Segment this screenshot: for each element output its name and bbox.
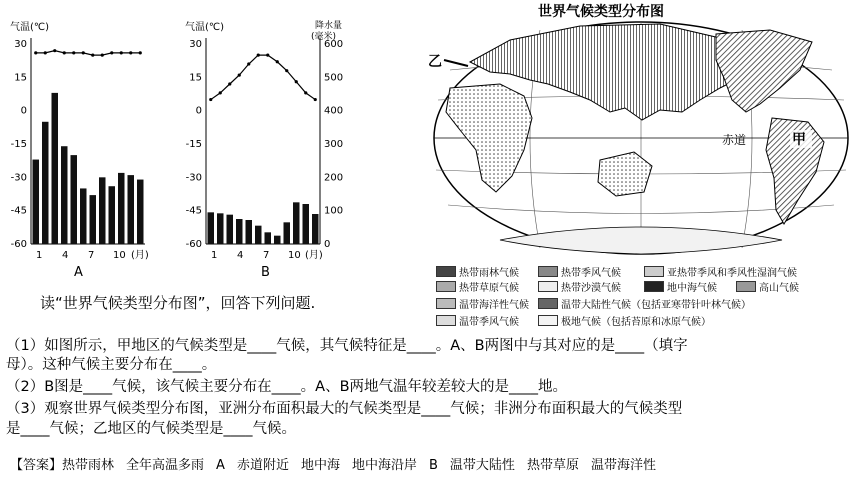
chart-b-ytick-left-label: -45 xyxy=(185,205,202,217)
climate-chart-a xyxy=(0,18,160,286)
answer-item: 地中海 xyxy=(300,458,340,473)
chart-b-precip-bar xyxy=(265,232,272,244)
legend-swatch xyxy=(436,281,456,292)
chart-b-temp-point xyxy=(285,69,288,72)
chart-a-precip-bar xyxy=(52,93,59,244)
answer-line xyxy=(10,454,668,473)
climate-chart-b xyxy=(175,18,355,286)
chart-a-precip-bar xyxy=(33,160,40,244)
chart-a-ytick-label: -60 xyxy=(10,239,27,250)
chart-b-precip-bar xyxy=(293,202,300,244)
chart-b-precip-bar xyxy=(246,220,253,244)
chart-b-temperature-line xyxy=(211,55,316,99)
chart-b-ytick-left-label: 30 xyxy=(189,39,202,50)
legend-swatch xyxy=(436,315,456,326)
chart-a-precip-bar xyxy=(128,175,135,244)
chart-b-temp-point xyxy=(304,91,307,94)
answer-item: 温带海洋性 xyxy=(590,458,656,473)
intro-text: 读“世界气候类型分布图”，回答下列问题. xyxy=(40,294,316,312)
chart-a-temp-point xyxy=(120,51,123,54)
answer-item: 赤道附近 xyxy=(236,458,289,473)
chart-b-ytick-right-label: 400 xyxy=(324,105,344,117)
legend-swatch xyxy=(538,315,558,326)
legend-item xyxy=(736,279,799,294)
legend-item xyxy=(436,296,529,311)
chart-a-temp-point xyxy=(110,51,113,54)
legend-label: 温带海洋性气候 xyxy=(459,300,529,311)
legend-swatch xyxy=(436,298,456,309)
chart-a-xtick-7: 7 xyxy=(88,250,95,261)
chart-b-ytick-right-label: 100 xyxy=(324,205,344,217)
chart-a-caption: A xyxy=(74,265,83,280)
chart-b-precip-bar xyxy=(217,213,224,244)
legend-item xyxy=(538,279,621,294)
chart-a-temp-point xyxy=(63,51,66,54)
legend-label: 极地气候（包括苔原和冰原气候） xyxy=(561,317,711,328)
chart-a-temp-point xyxy=(129,51,132,54)
chart-b-ytick-right-label: 200 xyxy=(324,172,344,184)
answer-item: 热带雨林 xyxy=(62,458,115,473)
answer-item: A xyxy=(216,458,225,473)
legend-swatch xyxy=(644,281,664,292)
legend-label: 热带季风气候 xyxy=(561,268,621,279)
chart-b-ytick-left-label: 0 xyxy=(195,105,202,117)
chart-a-ytick-label: -45 xyxy=(10,205,27,217)
answer-item: B xyxy=(429,458,438,473)
legend-label: 热带沙漠气候 xyxy=(561,283,621,294)
chart-a-ytick-label: 30 xyxy=(14,39,27,50)
chart-a-ylabel: 气温(℃) xyxy=(10,22,50,33)
legend-swatch xyxy=(436,266,456,277)
chart-b-xtick-4: 4 xyxy=(237,250,244,261)
chart-a-precip-bar xyxy=(90,195,97,244)
question-3-line-1: （3）观察世界气候类型分布图，亚洲分布面积最大的气候类型是____气候；非洲分布面积最大的气候类型 xyxy=(6,401,683,417)
world-climate-map xyxy=(420,0,856,262)
chart-b-ytick-left-label: -60 xyxy=(185,239,202,250)
chart-a-precip-bar xyxy=(71,155,78,244)
chart-a-xtick-month: (月) xyxy=(131,250,149,261)
legend-item xyxy=(644,264,797,279)
chart-b-temp-point xyxy=(276,60,279,63)
chart-a-temp-point xyxy=(72,51,75,54)
chart-b-ylabel-right-2: (毫米) xyxy=(311,32,337,42)
answer-item: 地中海沿岸 xyxy=(351,458,417,473)
chart-b-temp-point xyxy=(238,74,241,77)
chart-b-temp-point xyxy=(266,54,269,57)
chart-b-ytick-right-label: 300 xyxy=(324,139,344,150)
legend-item xyxy=(538,313,711,328)
chart-a-precip-bar xyxy=(99,177,106,244)
chart-a-temp-point xyxy=(91,54,94,57)
chart-b-ytick-right-label: 500 xyxy=(324,72,344,84)
legend-item xyxy=(644,279,717,294)
answer-item: 热带草原 xyxy=(526,458,579,473)
legend-swatch xyxy=(736,281,756,292)
chart-b-precip-bar xyxy=(303,204,310,244)
chart-b-ytick-left-label: -15 xyxy=(185,139,202,150)
legend-item xyxy=(436,279,519,294)
legend-swatch xyxy=(538,281,558,292)
chart-a-precip-bar xyxy=(118,173,125,244)
legend-item xyxy=(538,296,751,311)
chart-b-temp-point xyxy=(257,54,260,57)
map-label-yi: 乙 xyxy=(428,54,442,70)
chart-b-temp-point xyxy=(295,80,298,83)
answer-prefix: 【答案】 xyxy=(10,458,63,473)
chart-a-temp-point xyxy=(44,51,47,54)
legend-swatch xyxy=(538,298,558,309)
map-equator-label: 赤道 xyxy=(722,133,747,147)
chart-a-ytick-label: 15 xyxy=(14,72,27,84)
chart-a-xtick-1: 1 xyxy=(36,250,43,261)
chart-b-temp-point xyxy=(314,98,317,101)
chart-b-precip-bar xyxy=(274,236,281,244)
chart-b-temp-point xyxy=(219,91,222,94)
chart-b-ytick-left-label: 15 xyxy=(189,72,202,84)
chart-b-xtick-1: 1 xyxy=(211,250,218,261)
chart-b-precip-bar xyxy=(208,212,215,244)
question-2: （2）B图是____气候，该气候主要分布在____。A、B两地气温年较差较大的是____地。 xyxy=(6,379,568,395)
legend-swatch xyxy=(538,266,558,277)
chart-a-temperature-line xyxy=(36,51,141,55)
chart-a-ytick-label: -15 xyxy=(10,139,27,150)
question-1-line-1: （1）如图所示，甲地区的气候类型是____气候，其气候特征是____。A、B两图中与其对应的是____（填字 xyxy=(6,338,688,354)
map-legend xyxy=(436,264,856,334)
legend-label: 地中海气候 xyxy=(667,283,717,294)
legend-item xyxy=(436,264,519,279)
chart-a-ytick-label: -30 xyxy=(10,172,27,184)
map-arrow-yi xyxy=(444,60,468,66)
chart-a-xtick-10: 10 xyxy=(113,250,126,261)
chart-a-temp-point xyxy=(53,49,56,52)
chart-b-xtick-10: 10 xyxy=(288,250,301,261)
chart-a-ytick-label: 0 xyxy=(20,105,27,117)
chart-a-precip-bar xyxy=(109,186,116,244)
question-3-line-2: 是____气候；乙地区的气候类型是____气候。 xyxy=(6,421,296,437)
question-1-line-2: 母）。这种气候主要分布在____。 xyxy=(6,357,217,373)
legend-item xyxy=(436,313,519,328)
map-label-jia: 甲 xyxy=(792,132,806,148)
chart-b-precip-bar xyxy=(284,222,291,244)
map-title: 世界气候类型分布图 xyxy=(538,4,664,20)
chart-a-precip-bar xyxy=(137,180,144,244)
chart-b-precip-bar xyxy=(227,215,234,244)
answer-item: 温带大陆性 xyxy=(449,458,515,473)
chart-b-xtick-7: 7 xyxy=(263,250,270,261)
legend-label: 温带季风气候 xyxy=(459,317,519,328)
chart-b-xtick-month: (月) xyxy=(305,250,323,261)
chart-a-precip-bar xyxy=(61,146,68,244)
chart-b-precip-bar xyxy=(236,219,243,244)
chart-b-temp-point xyxy=(247,62,250,65)
legend-label: 温带大陆性气候（包括亚寒带针叶林气候） xyxy=(561,300,751,311)
chart-a-xtick-4: 4 xyxy=(62,250,69,261)
chart-b-ytick-left-label: -30 xyxy=(185,172,202,184)
legend-label: 热带雨林气候 xyxy=(459,268,519,279)
legend-label: 热带草原气候 xyxy=(459,283,519,294)
chart-b-ylabel-left: 气温(℃) xyxy=(185,22,225,33)
chart-a-temp-point xyxy=(139,51,142,54)
answer-item: 全年高温多雨 xyxy=(126,458,205,473)
chart-b-ytick-right-label: 0 xyxy=(324,239,331,250)
chart-a-temp-point xyxy=(82,51,85,54)
chart-a-temp-point xyxy=(101,54,104,57)
chart-a-precip-bar xyxy=(80,188,87,244)
chart-b-temp-point xyxy=(209,98,212,101)
legend-label: 高山气候 xyxy=(759,283,799,294)
legend-swatch xyxy=(644,266,664,277)
legend-item xyxy=(538,264,621,279)
legend-label: 亚热带季风和季风性湿润气候 xyxy=(667,268,797,279)
chart-b-ylabel-right-1: 降水量 xyxy=(315,21,343,31)
chart-b-precip-bar xyxy=(312,214,319,244)
chart-a-precip-bar xyxy=(42,122,49,244)
chart-b-temp-point xyxy=(228,82,231,85)
chart-a-temp-point xyxy=(34,51,37,54)
chart-b-precip-bar xyxy=(255,226,262,244)
chart-b-ytick-right-label: 600 xyxy=(324,39,344,50)
chart-b-caption: B xyxy=(261,265,270,280)
